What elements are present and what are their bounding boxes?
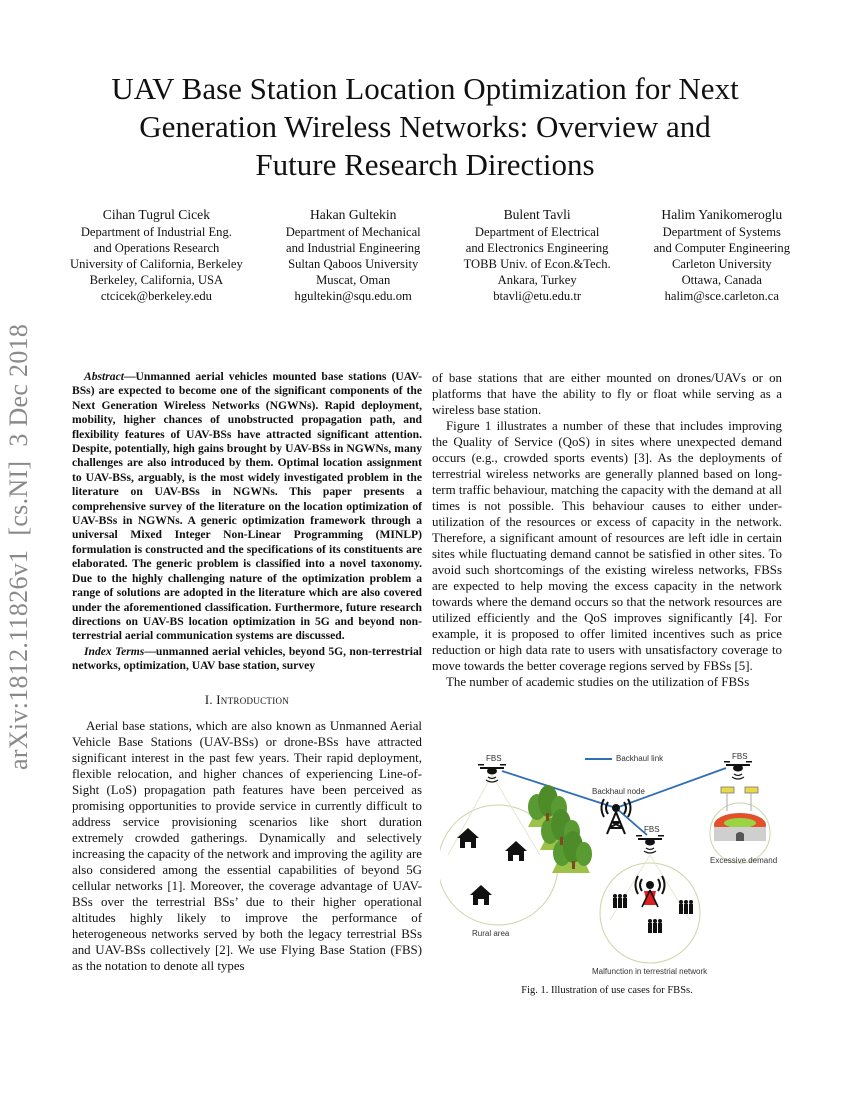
malfunction-tower-icon [636, 876, 665, 907]
arxiv-date: 3 Dec 2018 [4, 323, 33, 447]
author-location: Ankara, Turkey [497, 273, 577, 287]
author-location: Ottawa, Canada [681, 273, 763, 287]
author-name: Bulent Tavli [503, 207, 571, 222]
arxiv-id: arXiv:1812.11826v1 [4, 549, 33, 770]
author-affiliation: and Electronics Engineering [465, 241, 609, 255]
figure-1-caption: Fig. 1. Illustration of use cases for FBSs. [521, 985, 693, 996]
paper-title [40, 70, 810, 184]
author-affiliation: Department of Industrial Eng. [80, 225, 232, 239]
author-affiliation: and Industrial Engineering [286, 241, 421, 255]
author-affiliation: and Operations Research [93, 241, 220, 255]
fbs-label-left: FBS [486, 754, 502, 763]
title-line-3: Future Research Directions [255, 147, 595, 182]
author-name: Halim Yanikomeroglu [661, 207, 783, 222]
house-icon [505, 841, 527, 861]
abstract [72, 370, 422, 644]
author-email: halim@sce.carleton.ca [664, 289, 779, 303]
author-1 [70, 207, 243, 304]
section-number: I. [204, 692, 213, 707]
intro-paragraph-continued: of base stations that are either mounted on drones/UAVs or on platforms that have the ability to fly or float while serving as a wireless base station. [432, 371, 782, 417]
right-column [432, 370, 782, 690]
section-heading-introduction [72, 692, 422, 708]
intro-paragraph-1: Aerial base stations, which are also known as Unmanned Aerial Vehicle Base Stations (UAV-BSs) or drone-BSs have attracted significant interest in the past few years. Their rapid deployment, flexible relocation, and higher chances of experiencing Line-of-Sight (LoS) propagation path features have been perceived as promising opportunities to provide service in currently difficult to address service provisioning scenarios like short duration extremely crowded gatherings. Dynamically and selectively increasing the capacity of the network and improving the agility are also considered among the essential capabilities of beyond 5G cellular networks [1]. Moreover, the coverage advantage of UAV-BSs over the terrestrial BSs’ due to their higher operational altitudes highly likely to improve the performance of heterogeneous networks served by both the legacy terrestrial BSs and UAV-BSs collectively [2]. We use Flying Base Station (FBS) as the notation to denote all types [72, 718, 422, 973]
author-affiliation: TOBB Univ. of Econ.&Tech. [463, 257, 611, 271]
excessive-demand-label: Excessive demand [710, 856, 778, 865]
left-column [72, 370, 422, 974]
section-title: Introduction [216, 692, 290, 707]
author-4 [654, 207, 790, 304]
people-icon [648, 919, 662, 933]
title-line-1: UAV Base Station Location Optimization for Next [111, 71, 739, 106]
title-line-2: Generation Wireless Networks: Overview and [139, 109, 711, 144]
author-email: btavli@etu.edu.tr [493, 289, 582, 303]
abstract-label: Abstract [84, 370, 124, 383]
rural-area-label: Rural area [472, 929, 510, 938]
people-icon [679, 900, 693, 914]
author-affiliation: Department of Mechanical [285, 225, 421, 239]
fbs-label-right: FBS [732, 752, 748, 761]
author-name: Hakan Gultekin [309, 207, 397, 222]
people-icon [613, 894, 627, 908]
intro-paragraph-3: The number of academic studies on the utilization of FBSs [446, 675, 750, 689]
intro-paragraph-2: Figure 1 illustrates a number of these that includes improving the Quality of Service (QoS) in sites where unexpected demand occurs (e.g., crowded sports events) [3]. As the deployments of terrestrial wireless networks are generally planned based on long-term traffic behaviour, matching the capacity with the demand at all times is not possible. This behaviour causes to either under-utilization of the resources or excess of capacity in the network. Therefore, a significant amount of resources are left idle in certain sites while fluctuating demand cannot be satisfied in other sites. To avoid such shortcomings of the existing wireless networks, FBSs are expected to help moving the excess capacity in the network towards where the demand occurs so that the network resources are utilized efficiently and the QoS improves significantly [4]. For example, it is proposed to offer limited incentives such as price reduction or high data rate to users with unsatisfactory coverage to move towards the better coverage regions served by FBSs [5]. [432, 419, 782, 673]
index-terms-label: Index Terms [84, 644, 145, 658]
author-affiliation: Department of Systems [662, 225, 781, 239]
author-affiliation: Carleton University [671, 257, 772, 271]
author-name: Cihan Tugrul Cicek [102, 207, 210, 222]
forest-icon [528, 785, 592, 873]
author-block [70, 207, 790, 304]
index-terms-text: —unmanned aerial vehicles, beyond 5G, non-terrestrial networks, optimization, UAV base station, survey [72, 644, 422, 673]
figure-1 [440, 745, 785, 975]
author-2 [286, 207, 421, 304]
author-email: ctcicek@berkeley.edu [100, 289, 212, 303]
abstract-text: —Unmanned aerial vehicles mounted base stations (UAV-BSs) are expected to become one of the significant components of the Next Generation Wireless Networks (NGWNs). Rapid deployment, mobility, higher chances of unobstructed propagation path, and flexibility features of UAV-BSs have attracted significant attention. Despite, potentially, high gains brought by UAV-BSs in NGWNs, many challenges are also introduced by them. Optimal location assignment to UAV-BSs, arguably, is the most widely investigated problem in the literature on UAV-BSs in NGWNs. This paper presents a comprehensive survey of the literature on the location optimization of UAV-BSs in NGWNs. A generic optimization framework through a universal Mixed Integer Non-Linear Programming (MINLP) formulation is constructed and the specifications of its constituents are elaborated. The generic problem is classified into a novel taxonomy. Due to the highly challenging nature of the optimization problem a range of solutions are adopted in the literature which are also covered under the aforementioned classification. Furthermore, future research directions on UAV-BS location optimization in 5G and beyond non-terrestrial aerial communication systems are discussed. [72, 370, 422, 643]
author-email: hgultekin@squ.edu.om [294, 289, 412, 303]
house-icon [457, 828, 479, 848]
drone-icon-center [636, 835, 664, 853]
author-affiliation: University of California, Berkeley [70, 257, 243, 271]
arxiv-stamp [4, 310, 34, 770]
index-terms [72, 645, 422, 674]
backhaul-node-label: Backhaul node [592, 787, 645, 796]
author-affiliation: Sultan Qaboos University [288, 257, 419, 271]
legend-label: Backhaul link [616, 754, 664, 763]
fbs-label-center: FBS [644, 825, 660, 834]
malfunction-label: Malfunction in terrestrial network [592, 967, 708, 976]
stadium-icon [714, 787, 766, 841]
drone-icon-right [724, 761, 752, 779]
arxiv-category: [cs.NI] [4, 460, 33, 536]
house-icon [470, 885, 492, 905]
author-affiliation: and Computer Engineering [653, 241, 790, 255]
drone-icon-left [478, 764, 506, 782]
author-location: Berkeley, California, USA [89, 273, 224, 287]
author-location: Muscat, Oman [316, 273, 391, 287]
author-affiliation: Department of Electrical [474, 225, 600, 239]
author-3 [464, 207, 611, 304]
